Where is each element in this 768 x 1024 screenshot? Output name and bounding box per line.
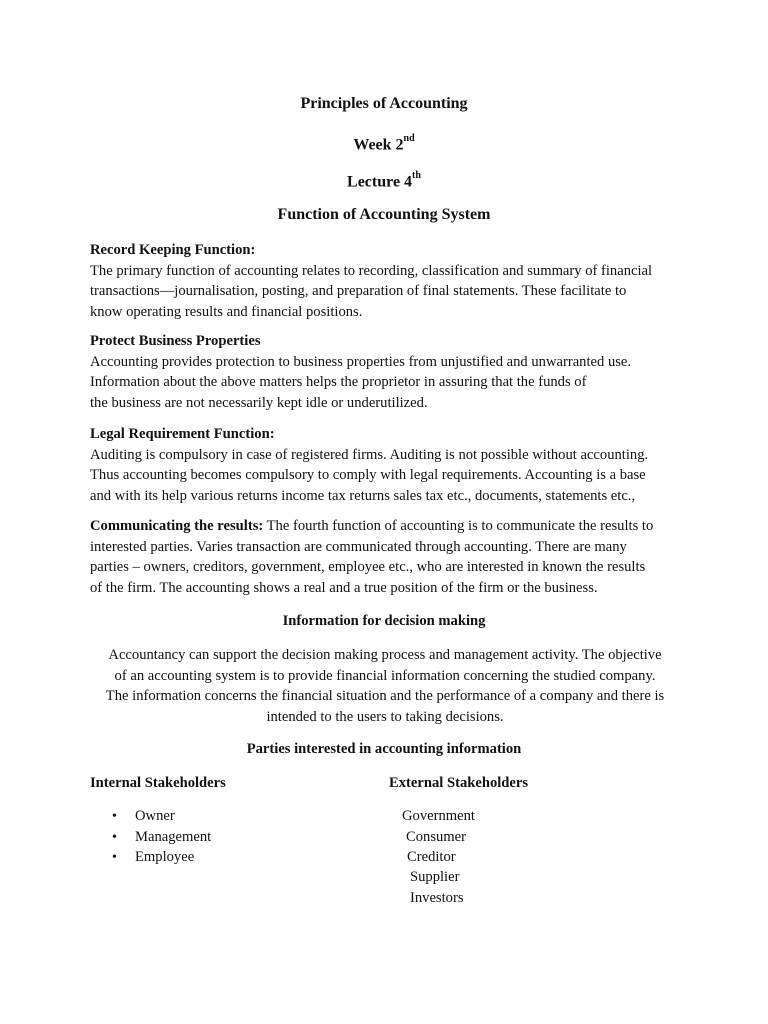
bullet-icon: • [112,809,117,824]
section-heading: Record Keeping Function: [90,242,256,258]
section-line: Thus accounting becomes compulsory to comply with legal requirements. Accounting is a base [90,467,646,483]
external-stakeholder-item: Consumer [406,829,466,845]
section-line: parties – owners, creditors, government, employee etc., who are interested in known the results [90,559,646,575]
lecture-title [0,168,768,192]
topic-title: Function of Accounting System [277,206,491,223]
section-line: transactions—journalisation, posting, and preparation of final statements. These facilitate to [90,283,627,299]
decision-line: of an accounting system is to provide financial information concerning the studied company. [114,667,656,684]
decision-paragraph [90,645,680,727]
external-stakeholder-item: Supplier [410,869,460,885]
lecture-superscript: th [412,170,421,181]
section-line: Accounting provides protection to business properties from unjustified and unwarranted use. [90,353,632,370]
section-line: Information about the above matters helps the proprietor in assuring that the funds of [90,374,587,390]
section-communicating [90,516,682,598]
external-stakeholder-item: Creditor [407,849,456,865]
section-record-keeping [90,240,682,322]
week-text: Week 2 [353,136,404,154]
section-legal-requirement [90,424,682,506]
decision-line: The information concerns the financial situation and the performance of a company and there is [105,688,665,704]
parties-heading: Parties interested in accounting information [246,741,522,757]
section-line: of the firm. The accounting shows a real and a true position of the firm or the business. [90,579,598,596]
external-stakeholder-item: Investors [410,890,464,906]
stakeholder-label: Owner [135,808,175,824]
section-line: The primary function of accounting relates to recording, classification and summary of financial [90,262,653,279]
section-line: Auditing is compulsory in case of registered firms. Auditing is not possible without accounting. [90,446,649,463]
section-line: and with its help various returns income tax returns sales tax etc., documents, statements etc., [90,487,636,504]
decision-line: intended to the users to taking decisions. [266,708,504,725]
week-title [0,131,768,155]
decision-line: Accountancy can support the decision making process and management activity. The objective [108,647,662,663]
section-heading: Protect Business Properties [90,333,261,349]
section-line: know operating results and financial positions. [90,303,363,320]
internal-stakeholder-item [112,847,194,869]
section-first-line [90,516,682,537]
lecture-text: Lecture 4 [347,173,413,191]
external-stakeholders-heading: External Stakeholders [389,775,529,791]
decision-heading: Information for decision making [282,613,486,629]
week-superscript: nd [403,133,415,144]
section-protect-properties [90,331,682,413]
course-title: Principles of Accounting [300,95,468,112]
section-text: The fourth function of accounting is to communicate the results to [263,518,654,534]
stakeholder-label: Employee [135,849,195,865]
internal-stakeholder-item [112,806,175,828]
section-line: the business are not necessarily kept idle or underutilized. [90,394,428,411]
section-heading: Legal Requirement Function: [90,426,275,442]
internal-stakeholder-item [112,827,211,849]
external-stakeholder-item: Government [402,808,475,824]
stakeholder-label: Management [135,829,212,845]
internal-stakeholders-heading: Internal Stakeholders [90,775,226,791]
bullet-icon: • [112,830,117,845]
section-heading: Communicating the results: [90,518,264,534]
section-line: interested parties. Varies transaction are communicated through accounting. There are many [90,538,627,555]
bullet-icon: • [112,850,117,865]
